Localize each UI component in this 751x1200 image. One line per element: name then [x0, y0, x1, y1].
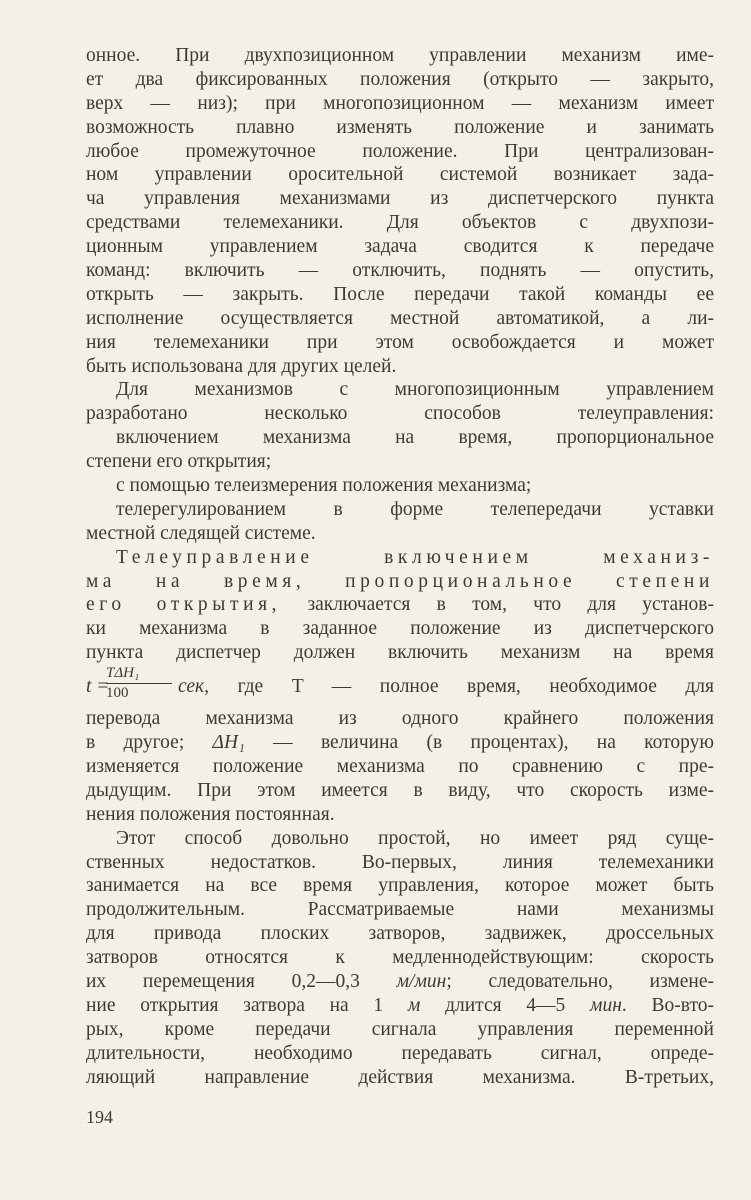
unit-meter: м [407, 994, 421, 1016]
text-line: перевода механизма из одного крайнего положения [86, 708, 714, 730]
formula-numerator: TΔH₁ [106, 665, 172, 684]
text-fragment: их перемещения 0,2—0,3 [86, 970, 397, 992]
text-fragment: . Во-вто- [621, 994, 714, 1016]
text-fragment: длится 4—5 [420, 994, 591, 1016]
text-fragment: заключается в том, что для установ- [281, 594, 715, 616]
formula-denominator: 100 [106, 685, 129, 702]
body-text [86, 44, 714, 1089]
text-fragment: в другое; [86, 732, 213, 754]
text-line: нения положения постоянная. [86, 803, 335, 825]
formula-lhs: t = [86, 676, 110, 698]
text-line: ма на время, пропорциональное степени [86, 570, 714, 592]
formula-unit: сек, [178, 676, 210, 698]
page-number: 194 [86, 1107, 113, 1127]
unit-minute: мин [590, 994, 622, 1016]
text-line: разработано несколько способов телеуправления: [86, 403, 714, 425]
formula-fraction [106, 665, 172, 702]
text-line: включением механизма на время, пропорциональное [116, 427, 714, 449]
text-line: ча управления механизмами из диспетчерского пункта [86, 188, 714, 210]
text-fragment: ; следовательно, измене- [446, 970, 715, 992]
text-line: с помощью телеизмерения положения механизма; [116, 475, 532, 497]
text-line: ственных недостатков. Во-первых, линия телемеханики [86, 851, 714, 873]
text-line: исполнение осуществляется местной автоматикой, а ли- [86, 307, 714, 329]
text-line: для привода плоских затворов, задвижек, дроссельных [86, 923, 714, 945]
text-line: открыть — закрыть. После передачи такой команды ее [86, 283, 714, 305]
text-line: ционным управлением задача сводится к передаче [86, 236, 714, 258]
text-line: занимается на все время управления, которое может быть [86, 875, 714, 897]
text-line: телерегулированием в форме телепередачи уставки [116, 498, 714, 520]
text-line: Для механизмов с многопозиционным управлением [116, 379, 714, 401]
spaced-phrase: его открытия, [86, 594, 282, 616]
unit-speed: м/мин [396, 970, 447, 992]
formula-text: где T — полное время, необходимое для [237, 676, 715, 698]
text-line: продолжительным. Рассматриваемые нами механизмы [86, 899, 714, 921]
formula-rest [178, 675, 714, 699]
text-line: возможность плавно изменять положение и занимать [86, 116, 714, 138]
text-line: изменяется положение механизма по сравнению с пре- [86, 755, 714, 777]
text-line: затворов относятся к медленнодействующим: скорость [86, 947, 714, 969]
text-line: быть использована для других целей. [86, 355, 397, 377]
text-line: длительности, необходимо передавать сигнал, опреде- [86, 1042, 714, 1064]
text-line: пункта диспетчер должен включить механизм на время [86, 642, 714, 664]
text-fragment: — величина (в процентах), на которую [244, 732, 714, 754]
text-line: ет два фиксированных положения (открыто — закрыто, [86, 68, 714, 90]
text-line: местной следящей системе. [86, 522, 316, 544]
text-fragment: ние открытия затвора на 1 [86, 994, 408, 1016]
text-line: любое промежуточное положение. При централизован- [86, 140, 714, 162]
text-line: дыдущим. При этом имеется в виду, что скорость изме- [86, 779, 714, 801]
symbol-delta-h: ΔH₁ [212, 732, 245, 754]
text-line [86, 970, 714, 994]
text-line: Этот способ довольно простой, но имеет ряд суще- [116, 827, 714, 849]
text-line: онное. При двухпозиционном управлении механизм име- [86, 45, 714, 66]
text-line: ки механизма в заданное положение из диспетчерского [86, 618, 714, 640]
text-line: Телеуправление включением механиз- [116, 546, 714, 568]
text-line: команд: включить — отключить, поднять — опустить, [86, 260, 714, 282]
text-line: ном управлении оросительной системой возникает зада- [86, 164, 714, 186]
text-line [86, 994, 714, 1018]
text-line: верх — низ); при многопозиционном — механизм имеет [86, 92, 714, 114]
formula-line [86, 665, 714, 707]
text-line: ния телемеханики при этом освобождается и может [86, 331, 714, 353]
text-line: рых, кроме передачи сигнала управления переменной [86, 1018, 714, 1040]
text-line [86, 593, 714, 617]
text-line [86, 731, 714, 755]
text-line: степени его открытия; [86, 451, 272, 473]
text-line: средствами телемеханики. Для объектов с двухпози- [86, 212, 714, 234]
text-line: ляющий направление действия механизма. В-третьих, [86, 1066, 714, 1088]
